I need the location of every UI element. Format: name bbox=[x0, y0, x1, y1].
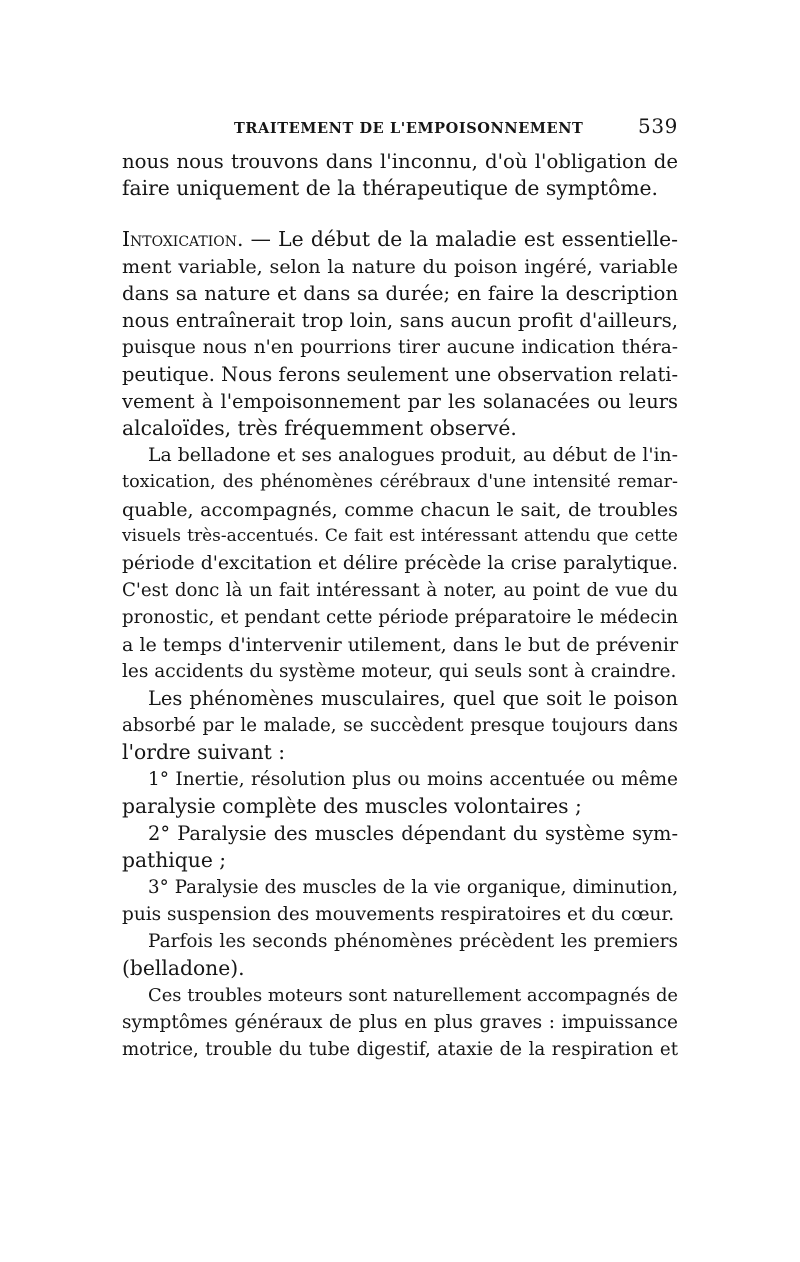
text-line bbox=[122, 226, 678, 253]
page-number: 539 bbox=[638, 114, 678, 138]
text-line: absorbé par le malade, se succèdent presque toujours dans bbox=[122, 715, 678, 736]
paragraph-gap bbox=[122, 202, 678, 226]
text-line: Parfois les seconds phénomènes précèdent les premiers bbox=[148, 931, 678, 952]
text-line: pronostic, et pendant cette période préparatoire le médecin bbox=[122, 607, 678, 628]
text-line: Ces troubles moteurs sont naturellement accompagnés de bbox=[148, 985, 678, 1006]
text-line: dans sa nature et dans sa durée; en faire la description bbox=[122, 282, 678, 305]
text-line: ment variable, selon la nature du poison ingéré, variable bbox=[122, 255, 678, 278]
book-page bbox=[122, 114, 678, 1063]
body-text bbox=[122, 148, 678, 1063]
text-line: l'ordre suivant : bbox=[122, 740, 286, 764]
text-line: visuels très-accentués. Ce fait est intéressant attendu que cette bbox=[122, 526, 678, 546]
text-line: nous entraînerait trop loin, sans aucun profit d'ailleurs, bbox=[122, 309, 678, 332]
text-line: C'est donc là un fait intéressant à noter, au point de vue du bbox=[122, 580, 678, 601]
text-line: nous nous trouvons dans l'inconnu, d'où l'obligation de bbox=[122, 150, 678, 173]
text-line: période d'excitation et délire précède la crise paralytique. bbox=[122, 553, 678, 574]
running-header bbox=[122, 114, 678, 148]
text-line: motrice, trouble du tube digestif, ataxie de la respiration et bbox=[122, 1039, 678, 1060]
text-line: symptômes généraux de plus en plus graves : impuissance bbox=[122, 1012, 678, 1033]
text-line: puisque nous n'en pourrions tirer aucune indication théra- bbox=[122, 337, 678, 358]
list-item-line: pathique ; bbox=[122, 848, 227, 872]
text-line: quable, accompagnés, comme chacun le sait, de troubles bbox=[122, 498, 678, 521]
list-item-line: paralysie complète des muscles volontaires ; bbox=[122, 794, 582, 818]
text-line: Les phénomènes musculaires, quel que soit le poison bbox=[148, 687, 678, 710]
list-item-line: puis suspension des mouvements respiratoires et du cœur. bbox=[122, 904, 675, 925]
section-lead-rest: — Le début de la maladie est essentielle- bbox=[243, 227, 678, 251]
list-item-line: 1° Inertie, résolution plus ou moins accentuée ou même bbox=[148, 769, 678, 790]
text-line: alcaloïdes, très fréquemment observé. bbox=[122, 416, 517, 440]
section-lead: Intoxication. bbox=[122, 227, 244, 251]
text-line: faire uniquement de la thérapeutique de symptôme. bbox=[122, 176, 658, 200]
text-line: a le temps d'intervenir utilement, dans le but de prévenir bbox=[122, 633, 679, 656]
list-item-line: 2° Paralysie des muscles dépendant du système sym- bbox=[148, 822, 678, 845]
text-line: La belladone et ses analogues produit, au début de l'in- bbox=[148, 445, 678, 466]
text-line: peutique. Nous ferons seulement une observation relati- bbox=[122, 363, 678, 386]
running-title: TRAITEMENT DE L'EMPOISONNEMENT bbox=[234, 120, 584, 137]
text-line: toxication, des phénomènes cérébraux d'une intensité remar- bbox=[122, 472, 678, 492]
text-line: (belladone). bbox=[122, 956, 245, 980]
list-item-line: 3° Paralysie des muscles de la vie organique, diminution, bbox=[148, 877, 678, 898]
text-line: les accidents du système moteur, qui seuls sont à craindre. bbox=[122, 661, 677, 682]
text-line: vement à l'empoisonnement par les solanacées ou leurs bbox=[122, 390, 678, 413]
